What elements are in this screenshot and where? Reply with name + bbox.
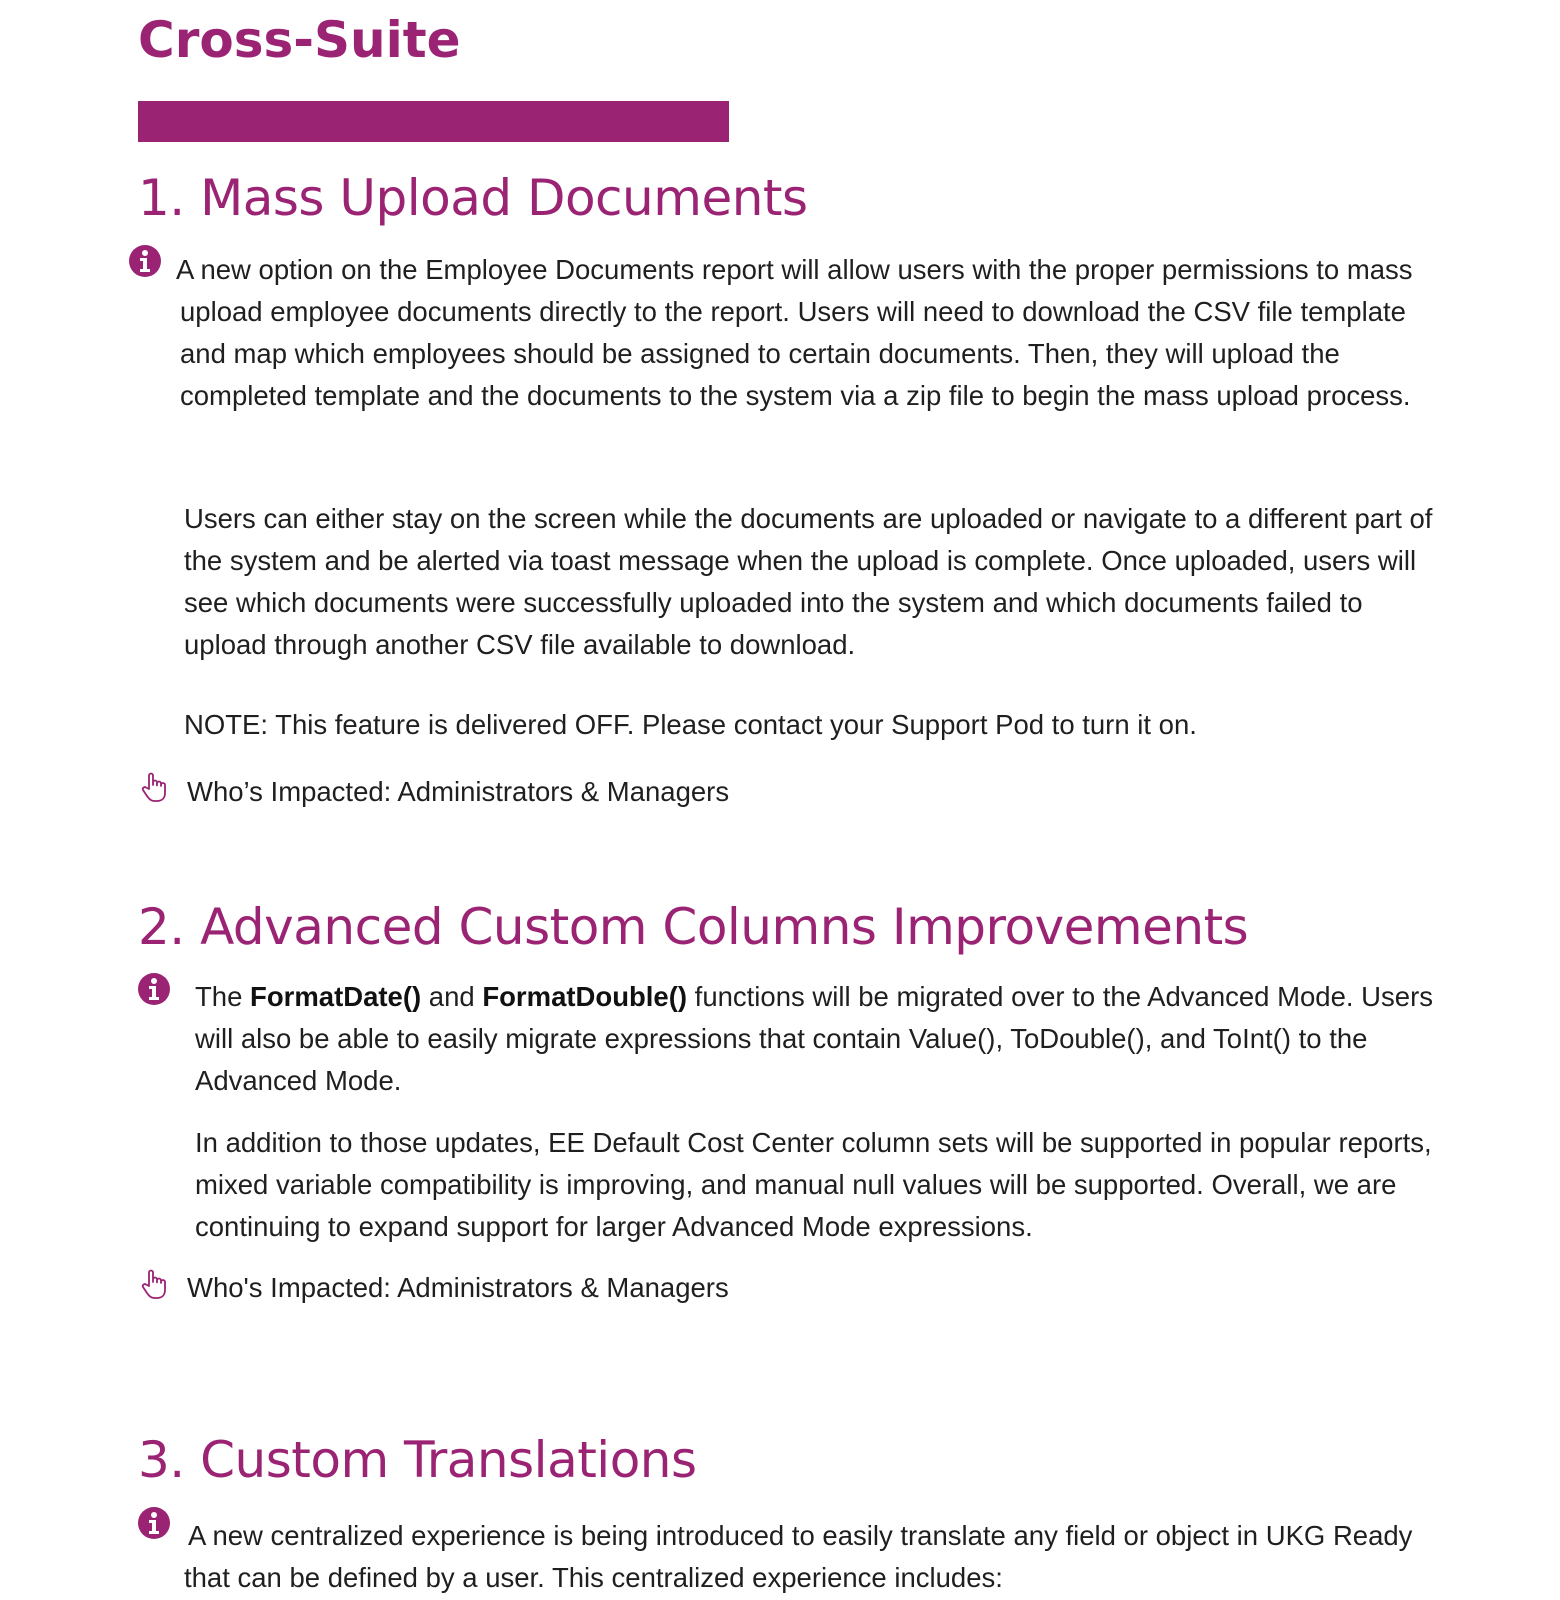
info-icon [137, 1506, 171, 1540]
section-1-impact: Who’s Impacted: Administrators & Managers [187, 776, 730, 807]
section-3-paragraph-1: A new centralized experience is being introduced to easily translate any field or object in UKG Ready that can be defined by a user. This centralized experience includes: [184, 1520, 1413, 1593]
section-1-paragraph-2: Users can either stay on the screen while the documents are uploaded or navigate to a different part of the system and be alerted via toast message when the upload is complete. Once uploaded, users will see which documents were successfully uploaded into the system and which documents failed to upload through another CSV file available to download. [184, 503, 1433, 660]
title-underline-bar [138, 101, 729, 142]
section-2-impact: Who's Impacted: Administrators & Managers [187, 1272, 729, 1303]
section-3-heading: 3. Custom Translations [138, 1431, 697, 1489]
section-2-heading: 2. Advanced Custom Columns Improvements [138, 898, 1249, 956]
info-icon [128, 244, 162, 278]
section-1-paragraph-1: A new option on the Employee Documents report will allow users with the proper permissions to mass upload employee documents directly to the report. Users will need to download the CSV file template and map which employees should be assigned to certain documents. Then, they will upload the completed template and the documents to the system via a zip file to begin the mass upload process. [176, 254, 1413, 411]
pointing-hand-icon [140, 771, 170, 803]
formatdate-function: FormatDate() [250, 981, 422, 1012]
formatdouble-function: FormatDouble() [482, 981, 688, 1012]
info-icon [137, 972, 171, 1006]
section-2-paragraph-1: The FormatDate() and FormatDouble() functions will be migrated over to the Advanced Mode. Users will also be able to easily migrate expressions that contain Value(), ToDouble(), and ToInt() to the Advanced Mode. [195, 981, 1433, 1096]
section-1-heading: 1. Mass Upload Documents [138, 169, 808, 227]
section-2-paragraph-2: In addition to those updates, EE Default Cost Center column sets will be supported in popular reports, mixed variable compatibility is improving, and manual null values will be supported. Overall, we are continuing to expand support for larger Advanced Mode expressions. [195, 1127, 1432, 1242]
pointing-hand-icon [140, 1268, 170, 1300]
page-title: Cross-Suite [138, 11, 461, 69]
section-1-note: NOTE: This feature is delivered OFF. Please contact your Support Pod to turn it on. [184, 709, 1197, 740]
